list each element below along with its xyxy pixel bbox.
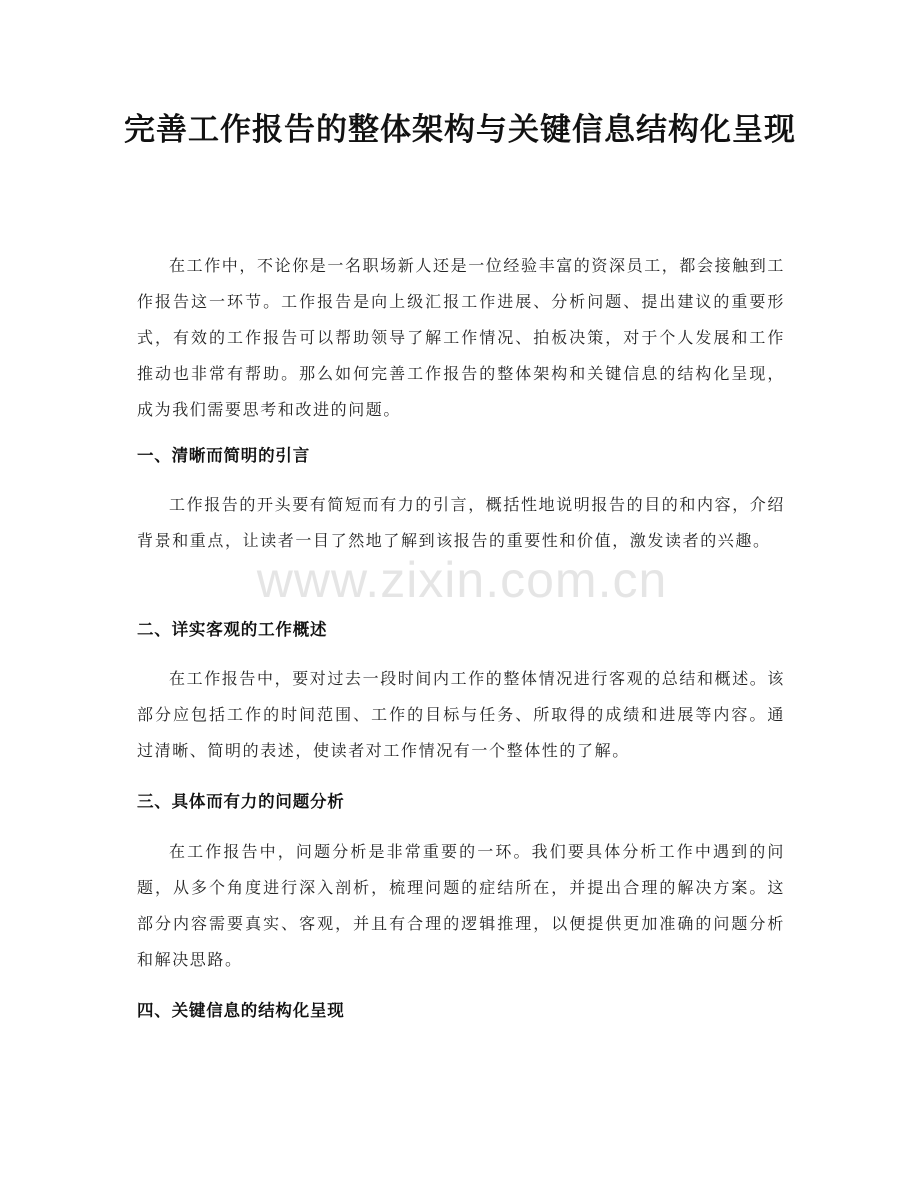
section-heading-2: 二、详实客观的工作概述 xyxy=(137,620,328,639)
intro-paragraph: 在工作中，不论你是一名职场新人还是一位经验丰富的资深员工，都会接触到工作报告这一环节。工作报告是向上级汇报工作进展、分析问题、提出建议的重要形式，有效的工作报告可以帮助领导了解工作情况、拍板决策，对于个人发展和工作推动也非常有帮助。那么如何完善工作报告的整体架构和关键信息的结构化呈现，成为我们需要思考和改进的问题。 xyxy=(137,256,786,419)
section-heading-4: 四、关键信息的结构化呈现 xyxy=(137,1001,345,1020)
section-body-2: 在工作报告中，要对过去一段时间内工作的整体情况进行客观的总结和概述。该部分应包括工作的时间范围、工作的目标与任务、所取得的成绩和进展等内容。通过清晰、简明的表述，使读者对工作情况有一个整体性的了解。 xyxy=(137,669,786,760)
watermark-text: www.zixin.com.cn xyxy=(256,552,668,608)
section-body-1: 工作报告的开头要有简短而有力的引言，概括性地说明报告的目的和内容，介绍背景和重点，让读者一目了然地了解到该报告的重要性和价值，激发读者的兴趣。 xyxy=(137,495,786,550)
section-heading-1: 一、清晰而简明的引言 xyxy=(137,446,310,465)
section-body-3: 在工作报告中，问题分析是非常重要的一环。我们要具体分析工作中遇到的问题，从多个角度进行深入剖析，梳理问题的症结所在，并提出合理的解决方案。这部分内容需要真实、客观，并且有合理的逻辑推理，以便提供更加准确的问题分析和解决思路。 xyxy=(137,842,785,969)
document-title: 完善工作报告的整体架构与关键信息结构化呈现 xyxy=(124,112,796,148)
section-heading-3: 三、具体而有力的问题分析 xyxy=(137,792,345,811)
